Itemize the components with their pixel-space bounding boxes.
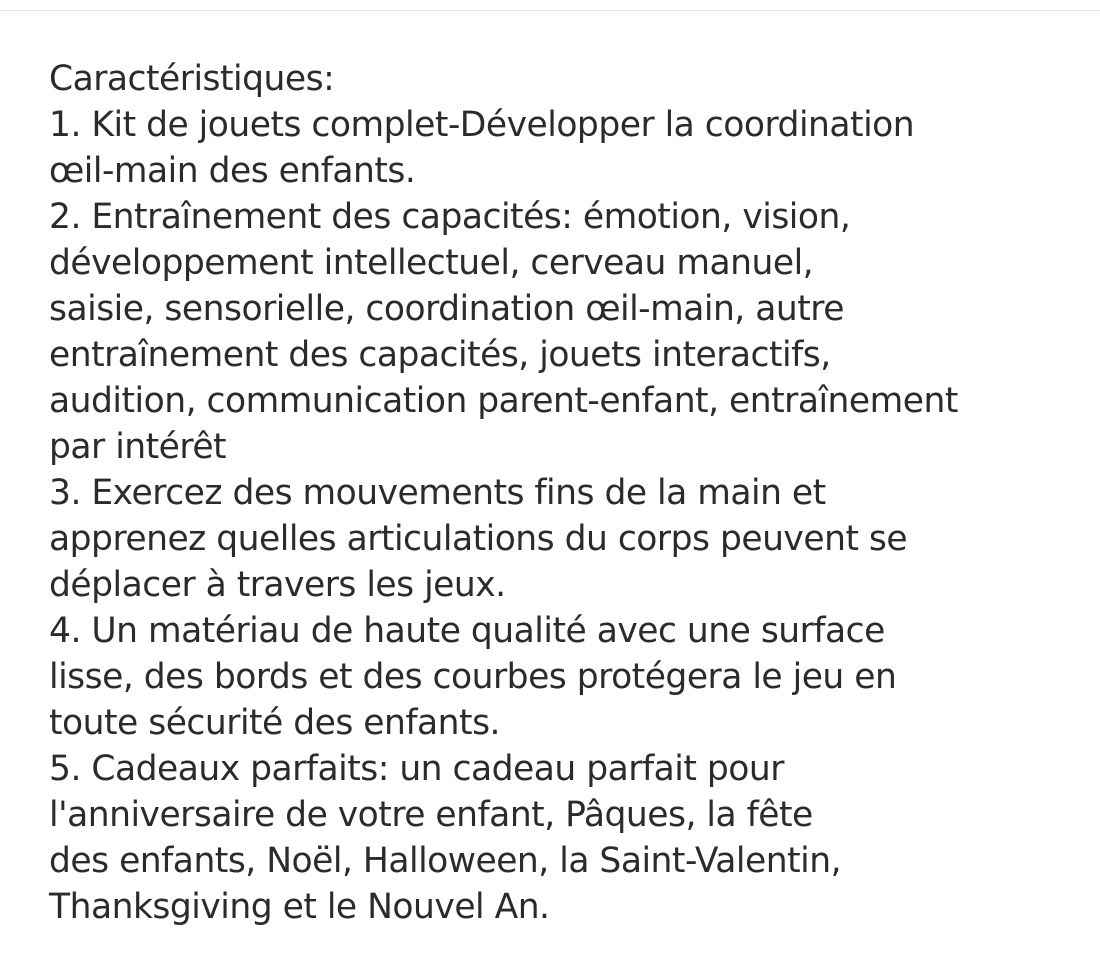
top-divider	[0, 0, 1100, 11]
product-description	[49, 56, 1089, 930]
description-line: des enfants, Noël, Halloween, la Saint-Valentin,	[49, 841, 842, 881]
description-line: entraînement des capacités, jouets interactifs,	[49, 335, 831, 375]
description-line: 1. Kit de jouets complet-Développer la coordination	[49, 105, 915, 145]
description-line: 3. Exercez des mouvements fins de la main et	[49, 473, 826, 513]
description-line: œil-main des enfants.	[49, 151, 416, 191]
description-line: 2. Entraînement des capacités: émotion, vision,	[49, 197, 851, 237]
description-line: l'anniversaire de votre enfant, Pâques, la fête	[49, 795, 813, 835]
description-line: Thanksgiving et le Nouvel An.	[49, 887, 550, 927]
description-line: lisse, des bords et des courbes protégera le jeu en	[49, 657, 897, 697]
description-line: 4. Un matériau de haute qualité avec une surface	[49, 611, 885, 651]
description-line: par intérêt	[49, 427, 227, 467]
description-line: toute sécurité des enfants.	[49, 703, 501, 743]
description-line: audition, communication parent-enfant, entraînement	[49, 381, 958, 421]
description-line: 5. Cadeaux parfaits: un cadeau parfait pour	[49, 749, 784, 789]
description-line: développement intellectuel, cerveau manuel,	[49, 243, 814, 283]
description-heading: Caractéristiques:	[49, 59, 335, 99]
description-line: déplacer à travers les jeux.	[49, 565, 506, 605]
description-line: apprenez quelles articulations du corps peuvent se	[49, 519, 908, 559]
description-line: saisie, sensorielle, coordination œil-main, autre	[49, 289, 844, 329]
